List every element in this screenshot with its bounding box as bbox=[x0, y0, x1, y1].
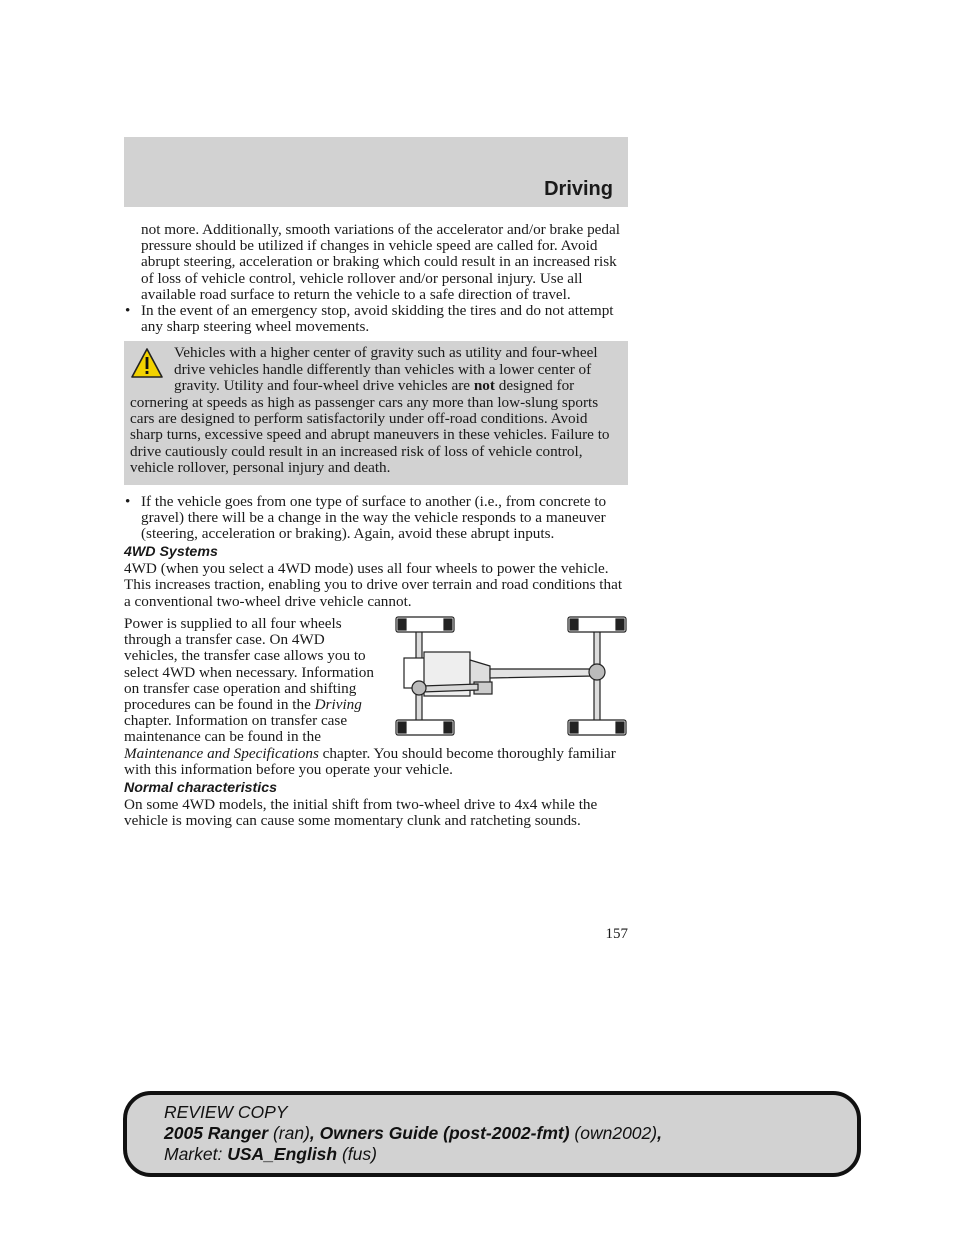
footer-guide-code: (own2002) bbox=[569, 1123, 658, 1143]
chapter-title: Driving bbox=[544, 178, 613, 200]
reference-driving-chapter: Driving bbox=[314, 695, 362, 713]
warning-triangle-icon bbox=[130, 347, 164, 381]
footer-separator: , bbox=[309, 1123, 320, 1143]
bullet-item-emergency-stop bbox=[124, 303, 628, 335]
paragraph-4wd-transfer bbox=[124, 616, 628, 778]
page-number: 157 bbox=[605, 926, 628, 942]
transfer-text-3: chapter. You should become thoroughly familiar with this information before you operate your vehicle. bbox=[124, 744, 616, 778]
warning-text-1: Vehicles with a higher center of gravity such as utility and four-wheel drive vehicles handle differently than vehicles with a lower center of gravity. Utility and four-wheel drive vehicles are bbox=[174, 344, 598, 395]
warning-box bbox=[124, 341, 628, 484]
section-heading-4wd: 4WD Systems bbox=[124, 544, 218, 561]
transfer-text-2: chapter. Information on transfer case maintenance can be found in the bbox=[124, 712, 348, 746]
footer-text bbox=[164, 1102, 662, 1165]
footer-guide: Owners Guide (post-2002-fmt) bbox=[319, 1123, 570, 1143]
bullet-item-surface-change bbox=[124, 494, 628, 543]
footer-model: 2005 Ranger bbox=[164, 1123, 269, 1143]
bullet-text: In the event of an emergency stop, avoid skidding the tires and do not attempt any sharp steering wheel movements. bbox=[141, 302, 614, 336]
4wd-drivetrain-diagram bbox=[388, 616, 628, 736]
footer-line-3 bbox=[164, 1144, 662, 1165]
paragraph-normal-characteristics: On some 4WD models, the initial shift from two-wheel drive to 4x4 while the vehicle is moving can cause some momentary clunk and ratcheting sounds. bbox=[124, 795, 598, 830]
footer-model-code: (ran) bbox=[268, 1123, 310, 1143]
bullet-dot: • bbox=[125, 302, 131, 320]
bullet-dot: • bbox=[125, 492, 131, 510]
footer-market: USA_English bbox=[227, 1144, 338, 1164]
section-heading-normal: Normal characteristics bbox=[124, 779, 277, 796]
footer-review-copy: REVIEW COPY bbox=[164, 1102, 288, 1122]
continuation-paragraph: not more. Additionally, smooth variations of the accelerator and/or brake pedal pressure should be utilized if changes in vehicle speed are called for. Avoid abrupt steering, acceleration or braking which could result in an increased risk of loss of vehicle control, vehicle rollover and/or personal injury. Use all available road surface to return the vehicle to a safe direction of travel. bbox=[141, 221, 620, 303]
footer-market-label: Market: bbox=[164, 1144, 228, 1164]
warning-text-2: designed for cornering at speeds as high as passenger cars any more than low-slung sports cars are designed to perform satisfactorily under off-road conditions. Avoid sharp turns, excessive speed and abrupt maneuvers in these vehicles. Failure to drive cautiously could result in an increased risk of loss of vehicle control, vehicle rollover, personal injury and death. bbox=[130, 377, 610, 477]
reference-maintenance-chapter: Maintenance and Specifications bbox=[124, 744, 319, 762]
drivetrain-figure bbox=[388, 616, 628, 736]
footer-separator: , bbox=[657, 1123, 662, 1143]
chapter-header-band bbox=[124, 137, 628, 207]
footer-line-2 bbox=[164, 1123, 662, 1144]
page-content bbox=[124, 222, 628, 829]
footer-market-code: (fus) bbox=[337, 1144, 377, 1164]
transfer-text-1: Power is supplied to all four wheels through a transfer case. On 4WD vehicles, the transfer case allows you to select 4WD when necessary. Information on transfer case operation and shifting procedures can be found in the bbox=[124, 614, 374, 713]
review-copy-footer bbox=[123, 1091, 861, 1177]
warning-bold-not: not bbox=[473, 377, 495, 395]
bullet-text: If the vehicle goes from one type of surface to another (i.e., from concrete to gravel) there will be a change in the way the vehicle responds to a maneuver (steering, acceleration or braking). Again, avoid these abrupt inputs. bbox=[141, 492, 607, 543]
paragraph-4wd-intro: 4WD (when you select a 4WD mode) uses all four wheels to power the vehicle. This increases traction, enabling you to drive over terrain and road conditions that a conventional two-wheel drive vehicle cannot. bbox=[124, 560, 623, 610]
